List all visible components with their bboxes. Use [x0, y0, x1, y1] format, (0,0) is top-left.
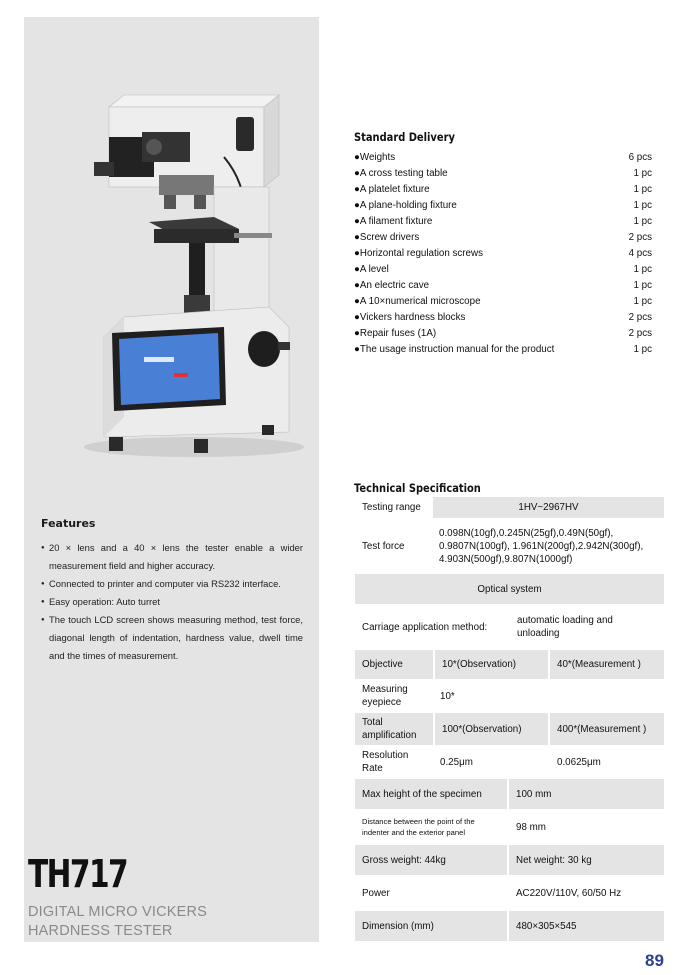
delivery-item [354, 230, 652, 246]
spec-row-weights [355, 845, 664, 875]
spec-value: 480×305×545 [509, 911, 664, 941]
carriage-value-line: automatic loading and [517, 615, 613, 626]
left-panel [24, 17, 319, 942]
delivery-item-name: ●A platelet fixture [354, 184, 430, 195]
features-title: Features [41, 517, 96, 530]
delivery-item-name: ●A plane-holding fixture [354, 200, 457, 211]
delivery-item [354, 310, 652, 326]
spec-value: 98 mm [509, 811, 664, 843]
spec-label-line: indenter and the exterior panel [362, 828, 466, 837]
spec-value [510, 606, 664, 648]
spec-value: 100*(Observation) [435, 713, 548, 745]
features-section [41, 517, 303, 665]
spec-label [355, 713, 433, 745]
spec-row-test-force [355, 520, 664, 572]
standard-delivery-list [354, 150, 652, 358]
delivery-item [354, 278, 652, 294]
delivery-item [354, 214, 652, 230]
page-number: 89 [645, 951, 664, 970]
spec-value: 0.0625μm [550, 747, 664, 777]
feature-item: ● Connected to printer and computer via RS232 interface. [41, 575, 303, 593]
feature-item: ● The touch LCD screen shows measuring method, test force, diagonal length of indentation, hardness value, dwell time and the times of measurement. [41, 611, 303, 665]
spec-row-testing-range [355, 497, 664, 518]
spec-row-eyepiece [355, 681, 664, 711]
spec-label-line: Resolution [362, 750, 409, 761]
product-name-line2: HARDNESS TESTER [28, 923, 173, 939]
spec-table [355, 497, 664, 943]
delivery-item [354, 246, 652, 262]
product-name [28, 903, 207, 941]
spec-label: Test force [355, 520, 433, 572]
technical-specification-title: Technical Specification [354, 481, 481, 495]
spec-row-carriage [355, 606, 664, 648]
spec-value: AC220V/110V, 60/50 Hz [509, 877, 664, 909]
delivery-item [354, 294, 652, 310]
delivery-item [354, 182, 652, 198]
test-force-line: 4.903N(500gf),9.807N(1000gf) [439, 553, 573, 565]
spec-label [355, 811, 509, 843]
delivery-item [354, 150, 652, 166]
delivery-item-name: ●The usage instruction manual for the product [354, 344, 555, 355]
feature-item: ● Easy operation: Auto turret [41, 593, 303, 611]
feature-item: ● 20 × lens and a 40 × lens the tester enable a wider measurement field and higher accuracy. [41, 539, 303, 575]
spec-label [355, 747, 433, 777]
delivery-item-name: ●A cross testing table [354, 168, 448, 179]
delivery-item-name: ●Horizontal regulation screws [354, 248, 483, 259]
spec-value: 0.25μm [433, 747, 550, 777]
delivery-item-qty: 1 pc [633, 296, 652, 307]
delivery-item-qty: 1 pc [633, 168, 652, 179]
spec-label-line: Total [362, 717, 383, 728]
spec-label-line: Measuring [362, 684, 408, 695]
delivery-item [354, 262, 652, 278]
spec-value: 10*(Observation) [435, 650, 548, 679]
spec-label-line: eyepiece [362, 697, 402, 708]
spec-row-power [355, 877, 664, 909]
delivery-item-qty: 1 pc [633, 344, 652, 355]
delivery-item-qty: 6 pcs [628, 152, 652, 163]
delivery-item-qty: 2 pcs [628, 328, 652, 339]
spec-label: Carriage application method: [355, 606, 510, 648]
delivery-item [354, 166, 652, 182]
delivery-item-qty: 1 pc [633, 280, 652, 291]
spec-row-resolution [355, 747, 664, 777]
spec-row-optical-system [355, 574, 664, 604]
delivery-item-name: ●Weights [354, 152, 396, 163]
delivery-item-name: ●A 10×numerical microscope [354, 296, 481, 307]
spec-label-line: Distance between the point of the [362, 817, 475, 826]
spec-label: Testing range [355, 497, 433, 518]
spec-value: 1HV~2967HV [433, 497, 664, 518]
product-name-line1: DIGITAL MICRO VICKERS [28, 904, 208, 920]
spec-value: 100 mm [509, 779, 664, 809]
delivery-item-name: ●A level [354, 264, 389, 275]
spec-label [355, 681, 433, 711]
delivery-item-name: ●Repair fuses (1A) [354, 328, 437, 339]
delivery-item-qty: 1 pc [633, 200, 652, 211]
spec-value: 400*(Measurement ) [550, 713, 664, 745]
spec-label: Power [355, 877, 509, 909]
net-weight: Net weight: 30 kg [509, 845, 664, 875]
features-list [41, 539, 303, 665]
test-force-line: 0.098N(10gf),0.245N(25gf),0.49N(50gf), [439, 527, 614, 539]
spec-label-line: amplification [362, 730, 417, 741]
carriage-value-line: unloading [517, 628, 560, 639]
standard-delivery-title: Standard Delivery [354, 130, 455, 144]
spec-value: 10* [433, 681, 664, 711]
delivery-item-qty: 1 pc [633, 184, 652, 195]
spec-label: Max height of the specimen [355, 779, 507, 809]
delivery-item-name: ●An electric cave [354, 280, 430, 291]
delivery-item-qty: 2 pcs [628, 312, 652, 323]
spec-label-line: Rate [362, 763, 383, 774]
model-number: TH717 [28, 852, 128, 896]
delivery-item-name: ●A filament fixture [354, 216, 433, 227]
hardness-tester-image [64, 87, 304, 482]
spec-row-dimension [355, 911, 664, 941]
delivery-item [354, 198, 652, 214]
spec-value: 40*(Measurement ) [550, 650, 664, 679]
gross-weight: Gross weight: 44kg [355, 845, 507, 875]
delivery-item-qty: 2 pcs [628, 232, 652, 243]
spec-value [433, 520, 664, 572]
delivery-item-qty: 1 pc [633, 216, 652, 227]
spec-section-header: Optical system [355, 574, 664, 604]
spec-row-objective [355, 650, 664, 679]
delivery-item-qty: 4 pcs [628, 248, 652, 259]
spec-label: Objective [355, 650, 433, 679]
delivery-item [354, 342, 652, 358]
delivery-item-name: ●Screw drivers [354, 232, 420, 243]
spec-row-total-amplification [355, 713, 664, 745]
test-force-line: 0.9807N(100gf), 1.961N(200gf),2.942N(300gf), [439, 540, 644, 552]
delivery-item-qty: 1 pc [633, 264, 652, 275]
spec-row-max-height [355, 779, 664, 809]
spec-label: Dimension (mm) [355, 911, 507, 941]
delivery-item-name: ●Vickers hardness blocks [354, 312, 466, 323]
spec-row-distance [355, 811, 664, 843]
delivery-item [354, 326, 652, 342]
